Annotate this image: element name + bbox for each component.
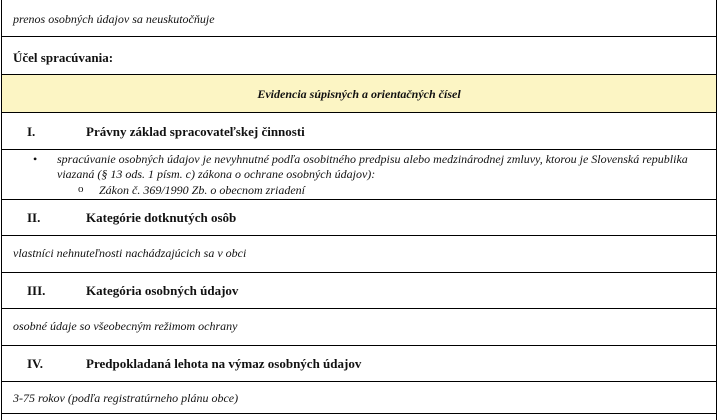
transfer-note-row (1, 0, 717, 37)
section-iii-header (1, 273, 717, 309)
section-ii-header (1, 200, 717, 236)
legal-basis-text: spracúvanie osobných údajov je nevyhnutné podľa osobitného predpisu alebo medzinárodnej zmluvy, ktorou je Slovenská republika viazaná (§ 13 ods. 1 písm. c) zákona o ochrane osobných údajov): (57, 152, 688, 181)
legal-basis-act: Zákon č. 369/1990 Zb. o obecnom zriadení (99, 183, 305, 197)
purpose-value-row (1, 75, 717, 113)
sub-bullet-icon: o (78, 183, 84, 195)
section-ii-title: Kategórie dotknutých osôb (86, 210, 237, 225)
section-iii-content (1, 309, 717, 346)
section-iv-number: IV. (27, 356, 44, 371)
section-i-header (1, 113, 717, 150)
section-iv-title: Predpokladaná lehota na výmaz osobných údajov (86, 356, 362, 371)
bullet-icon: • (33, 152, 38, 166)
section-i-content (1, 150, 717, 200)
section-ii-number: II. (27, 210, 41, 225)
purpose-label: Účel spracúvania: (13, 50, 114, 65)
data-subjects-text: vlastníci nehnuteľnosti nachádzajúcich sa v obci (13, 246, 247, 260)
section-iii-title: Kategória osobných údajov (86, 283, 239, 298)
section-i-title: Právny základ spracovateľskej činnosti (86, 124, 305, 139)
table-right-border (716, 0, 717, 420)
section-iv-header (1, 346, 717, 382)
purpose-label-row (1, 37, 717, 75)
section-ii-content (1, 236, 717, 273)
table-left-border (1, 0, 2, 420)
data-category-text: osobné údaje so všeobecným režimom ochrany (13, 319, 238, 333)
section-iv-content (1, 382, 717, 414)
purpose-value: Evidencia súpisných a orientačných čísel (257, 87, 461, 101)
retention-period-text: 3-75 rokov (podľa registratúrneho plánu obce) (13, 391, 239, 405)
transfer-note-text: prenos osobných údajov sa neuskutočňuje (13, 12, 215, 26)
section-iii-number: III. (27, 283, 46, 298)
section-i-number: I. (27, 124, 36, 139)
